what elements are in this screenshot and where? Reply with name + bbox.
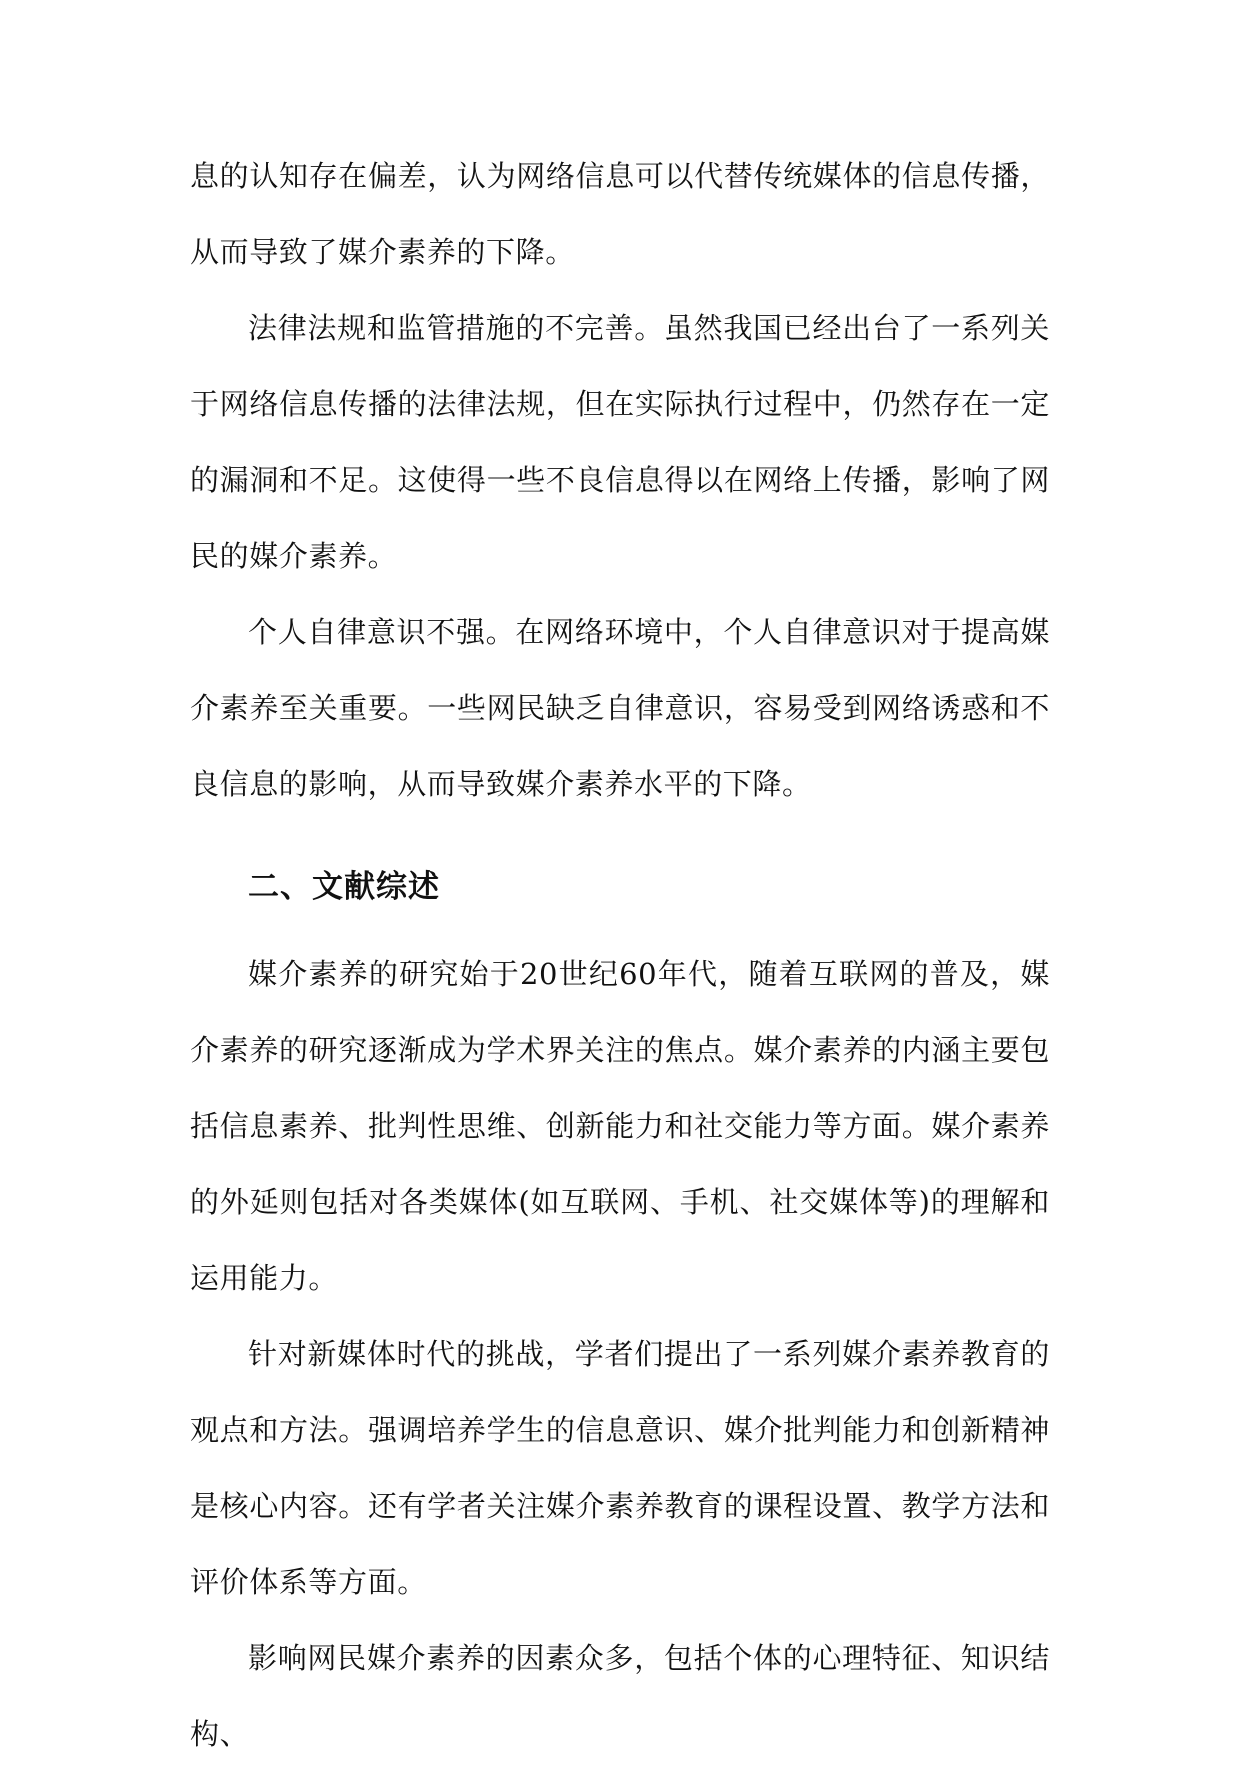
paragraph-continued: 息的认知存在偏差，认为网络信息可以代替传统媒体的信息传播，从而导致了媒介素养的下降。 xyxy=(190,159,1050,269)
page-body xyxy=(190,138,1050,1772)
section-heading-literature-review: 二、文献综述 xyxy=(248,869,440,905)
paragraph-self-discipline: 个人自律意识不强。在网络环境中，个人自律意识对于提高媒介素养至关重要。一些网民缺乏自律意识，容易受到网络诱惑和不良信息的影响，从而导致媒介素养水平的下降。 xyxy=(190,615,1050,801)
paragraph-influencing-factors: 影响网民媒介素养的因素众多，包括个体的心理特征、知识结构、 xyxy=(190,1641,1050,1751)
paragraph-research-origin: 媒介素养的研究始于20世纪60年代，随着互联网的普及，媒介素养的研究逐渐成为学术界关注的焦点。媒介素养的内涵主要包括信息素养、批判性思维、创新能力和社交能力等方面。媒介素养的外延则包括对各类媒体(如互联网、手机、社交媒体等)的理解和运用能力。 xyxy=(190,957,1050,1295)
paragraph-education-methods: 针对新媒体时代的挑战，学者们提出了一系列媒介素养教育的观点和方法。强调培养学生的信息意识、媒介批判能力和创新精神是核心内容。还有学者关注媒介素养教育的课程设置、教学方法和评价体系等方面。 xyxy=(190,1337,1050,1599)
paragraph-laws-regulations: 法律法规和监管措施的不完善。虽然我国已经出台了一系列关于网络信息传播的法律法规，但在实际执行过程中，仍然存在一定的漏洞和不足。这使得一些不良信息得以在网络上传播，影响了网民的媒介素养。 xyxy=(190,311,1050,573)
